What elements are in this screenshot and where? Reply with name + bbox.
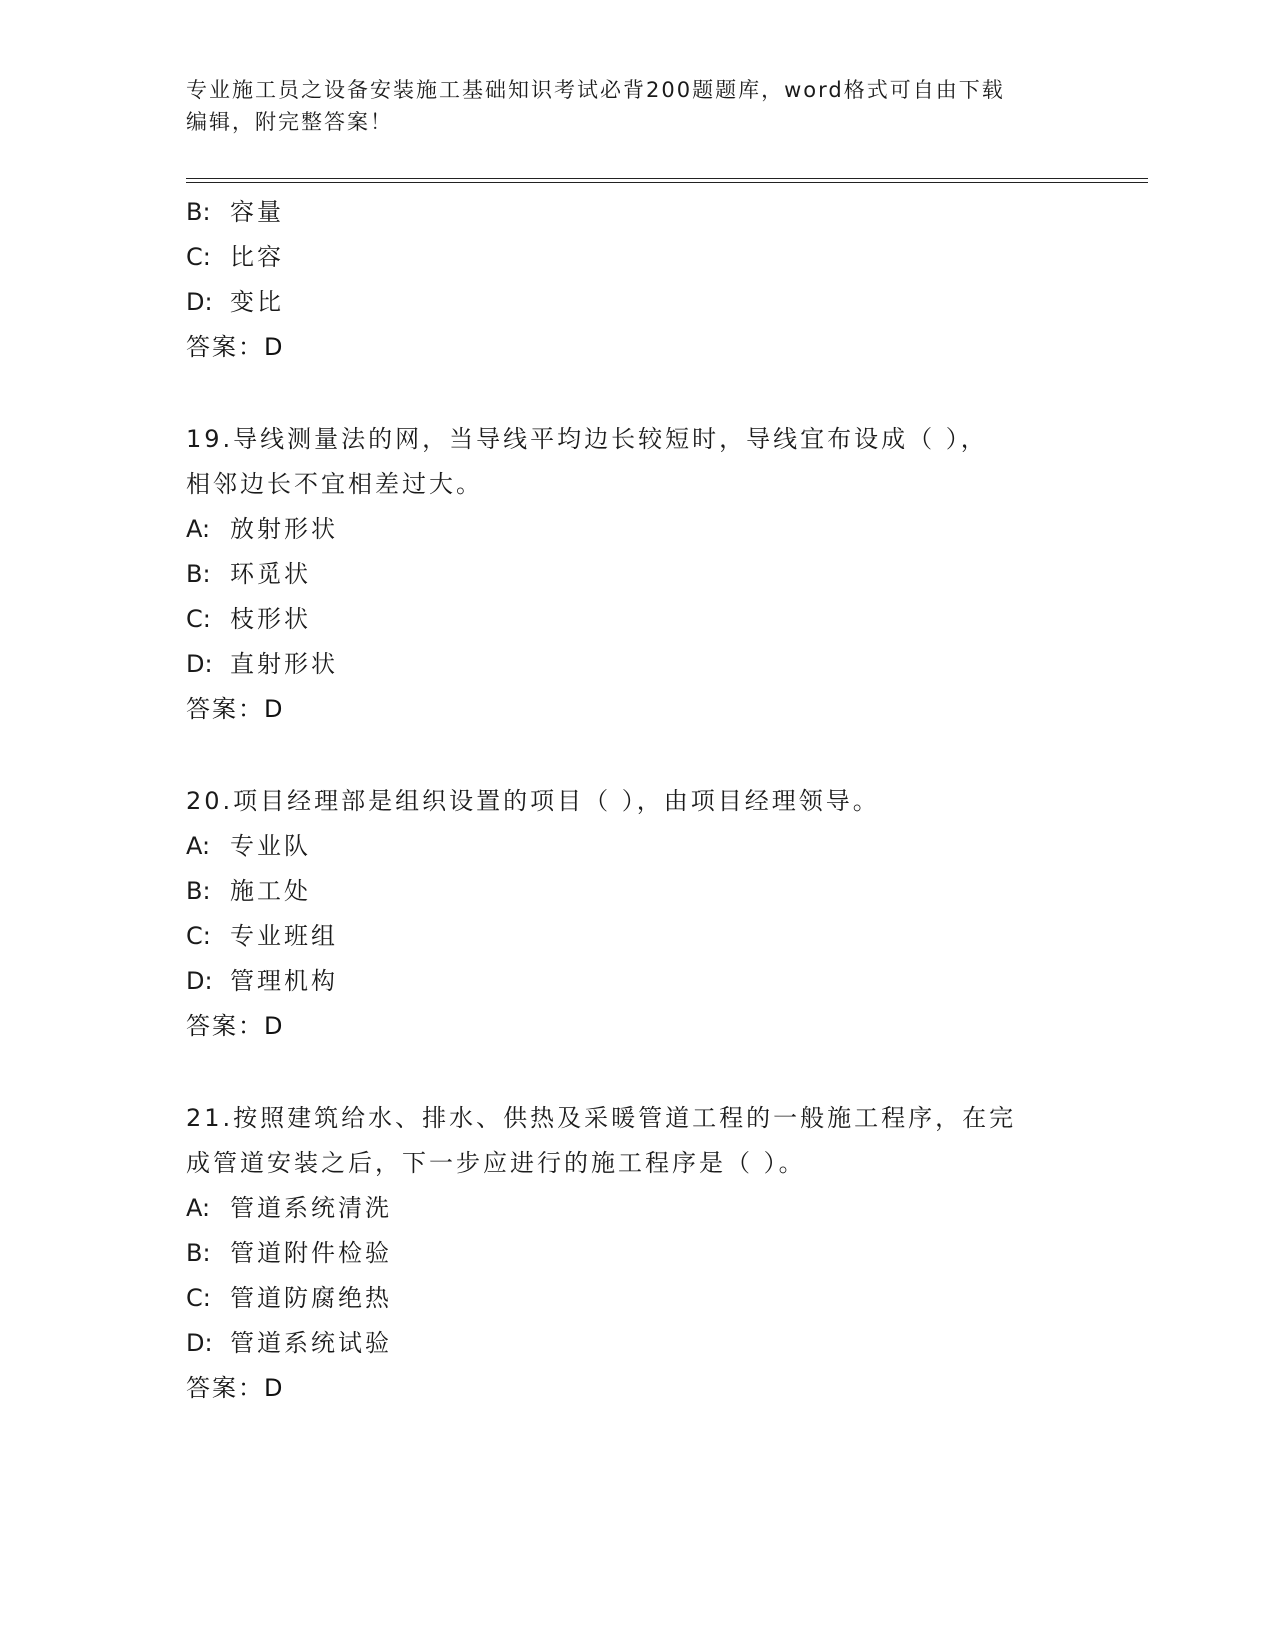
option-d — [186, 1321, 1086, 1366]
question-21 — [186, 1096, 1086, 1411]
option-letter: C: — [186, 243, 211, 271]
header-title-line-1: 专业施工员之设备安装施工基础知识考试必背200题题库，word格式可自由下载 — [186, 78, 1005, 102]
answer-line: 答案：D — [186, 695, 285, 723]
option-letter: D: — [186, 650, 213, 678]
option-text: 管道系统试验 — [230, 1329, 392, 1357]
option-c — [186, 1276, 1086, 1321]
question-stem-line-1: 20.项目经理部是组织设置的项目（ ），由项目经理领导。 — [186, 787, 880, 815]
option-d — [186, 642, 1086, 687]
option-text: 直射形状 — [230, 650, 338, 678]
question-stem-line-2: 相邻边长不宜相差过大。 — [186, 470, 483, 498]
option-text: 环觅状 — [230, 560, 311, 588]
option-c — [186, 597, 1086, 642]
option-letter: B: — [186, 198, 211, 226]
question-20 — [186, 779, 1086, 1049]
option-text: 施工处 — [230, 877, 311, 905]
option-text: 比容 — [230, 243, 284, 271]
option-text: 管理机构 — [230, 967, 338, 995]
option-c — [186, 235, 1086, 280]
answer-line: 答案：D — [186, 1012, 285, 1040]
answer-line: 答案：D — [186, 333, 285, 361]
option-letter: D: — [186, 288, 213, 316]
option-letter: C: — [186, 605, 211, 633]
spacer — [186, 1049, 1086, 1096]
spacer — [186, 370, 1086, 417]
option-letter: C: — [186, 1284, 211, 1312]
option-letter: B: — [186, 877, 211, 905]
option-letter: D: — [186, 967, 213, 995]
option-letter: A: — [186, 1194, 211, 1222]
option-text: 专业队 — [230, 832, 311, 860]
option-b — [186, 1231, 1086, 1276]
option-c — [186, 914, 1086, 959]
header-divider-top — [186, 178, 1148, 179]
question-stem-line-1: 21.按照建筑给水、排水、供热及采暖管道工程的一般施工程序，在完 — [186, 1104, 1017, 1132]
question-stem-line-1: 19.导线测量法的网，当导线平均边长较短时，导线宜布设成（ ）， — [186, 425, 988, 453]
option-letter: D: — [186, 1329, 213, 1357]
header-title-line-2: 编辑，附完整答案！ — [186, 110, 393, 134]
spacer — [186, 732, 1086, 779]
option-d — [186, 280, 1086, 325]
option-text: 管道系统清洗 — [230, 1194, 392, 1222]
option-letter: C: — [186, 922, 211, 950]
option-b — [186, 190, 1086, 235]
option-b — [186, 869, 1086, 914]
option-text: 容量 — [230, 198, 284, 226]
option-text: 枝形状 — [230, 605, 311, 633]
option-text: 专业班组 — [230, 922, 338, 950]
question-list — [186, 190, 1086, 1411]
option-a — [186, 1186, 1086, 1231]
header-divider-bottom — [186, 182, 1148, 183]
question-18-continuation — [186, 190, 1086, 370]
question-stem-line-2: 成管道安装之后，下一步应进行的施工程序是（ ）。 — [186, 1149, 806, 1177]
option-text: 变比 — [230, 288, 284, 316]
option-text: 放射形状 — [230, 515, 338, 543]
option-a — [186, 824, 1086, 869]
document-header — [186, 74, 1086, 138]
option-a — [186, 507, 1086, 552]
option-letter: A: — [186, 515, 211, 543]
question-19 — [186, 417, 1086, 732]
option-b — [186, 552, 1086, 597]
option-letter: A: — [186, 832, 211, 860]
option-letter: B: — [186, 1239, 211, 1267]
answer-line: 答案：D — [186, 1374, 285, 1402]
option-letter: B: — [186, 560, 211, 588]
option-text: 管道附件检验 — [230, 1239, 392, 1267]
option-d — [186, 959, 1086, 1004]
option-text: 管道防腐绝热 — [230, 1284, 392, 1312]
